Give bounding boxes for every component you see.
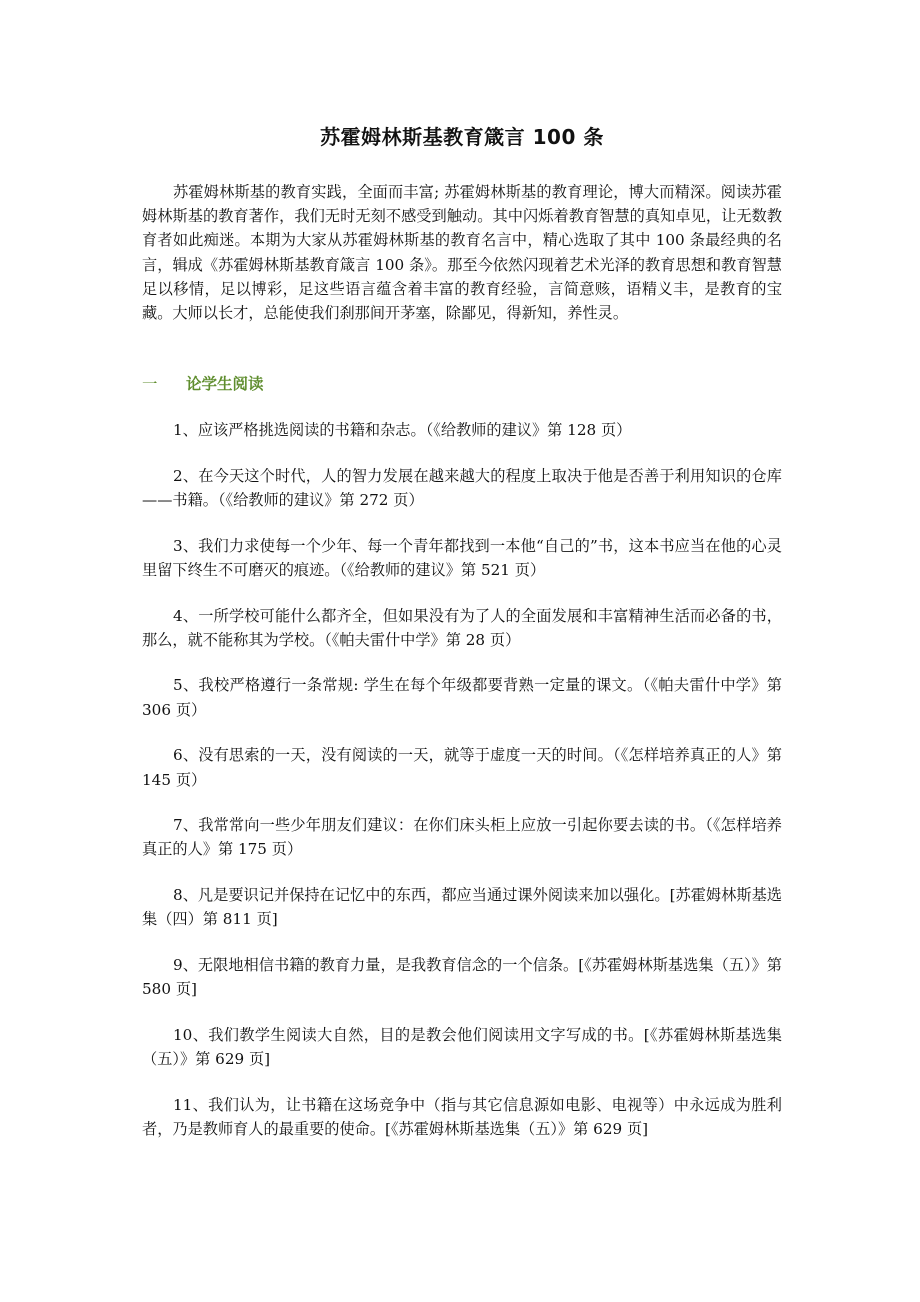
quote-item: 3、我们力求使每一个少年、每一个青年都找到一本他“自己的”书，这本书应当在他的心灵里留下终生不可磨灭的痕迹。（《给教师的建议》第 521 页） (142, 536, 782, 579)
quote-item: 6、没有思索的一天，没有阅读的一天，就等于虚度一天的时间。（《怎样培养真正的人》第 145 页） (142, 746, 782, 789)
quote-item: 1、应该严格挑选阅读的书籍和杂志。（《给教师的建议》第 128 页） (173, 421, 632, 439)
quote-item: 8、凡是要识记并保持在记忆中的东西，都应当通过课外阅读来加以强化。[苏霍姆林斯基选集（四）第 811 页] (142, 886, 782, 929)
quote-item: 4、一所学校可能什么都齐全，但如果没有为了人的全面发展和丰富精神生活而必备的书，那么，就不能称其为学校。（《帕夫雷什中学》第 28 页） (142, 606, 782, 649)
section-title: 论学生阅读 (186, 375, 264, 393)
quote-item: 11、我们认为，让书籍在这场竞争中（指与其它信息源如电影、电视等）中永远成为胜利者，乃是教师育人的最重要的使命。[《苏霍姆林斯基选集（五）》第 629 页] (142, 1095, 782, 1139)
intro-paragraph: 苏霍姆林斯基的教育实践，全面而丰富; 苏霍姆林斯基的教育理论，博大而精深。阅读苏霍姆林斯基的教育著作，我们无时无刻不感受到触动。其中闪烁着教育智慧的真知卓见，让无数教育者如此痴迷。本期为大家从苏霍姆林斯基的教育名言中，精心选取了其中 100 条最经典的名言，辑成《苏霍姆林斯基教育箴言 100 条》。那至今依然闪现着艺术光泽的教育思想和教育智慧足以移情，足以博彩，足这些语言蕴含着丰富的教育经验，言简意赅，语精义丰，是教育的宝藏。大师以长才，总能使我们刹那间开茅塞，除鄙见，得新知，养性灵。 (142, 183, 782, 323)
quote-item: 5、我校严格遵行一条常规: 学生在每个年级都要背熟一定量的课文。（《帕夫雷什中学》第 306 页） (142, 676, 782, 719)
section-number: 一 (142, 375, 158, 393)
document-title: 苏霍姆林斯基教育箴言 100 条 (320, 125, 604, 149)
quote-list (142, 418, 782, 1163)
quote-item: 10、我们教学生阅读大自然，目的是教会他们阅读用文字写成的书。[《苏霍姆林斯基选集（五）》第 629 页] (142, 1025, 782, 1069)
quote-item: 9、无限地相信书籍的教育力量，是我教育信念的一个信条。[《苏霍姆林斯基选集（五）》第 580 页] (142, 956, 782, 999)
section-heading (142, 372, 782, 396)
quote-item: 7、我常常向一些少年朋友们建议：在你们床头柜上应放一引起你要去读的书。（《怎样培养真正的人》第 175 页） (142, 816, 782, 859)
quote-item: 2、在今天这个时代，人的智力发展在越来越大的程度上取决于他是否善于利用知识的仓库——书籍。（《给教师的建议》第 272 页） (142, 466, 782, 509)
